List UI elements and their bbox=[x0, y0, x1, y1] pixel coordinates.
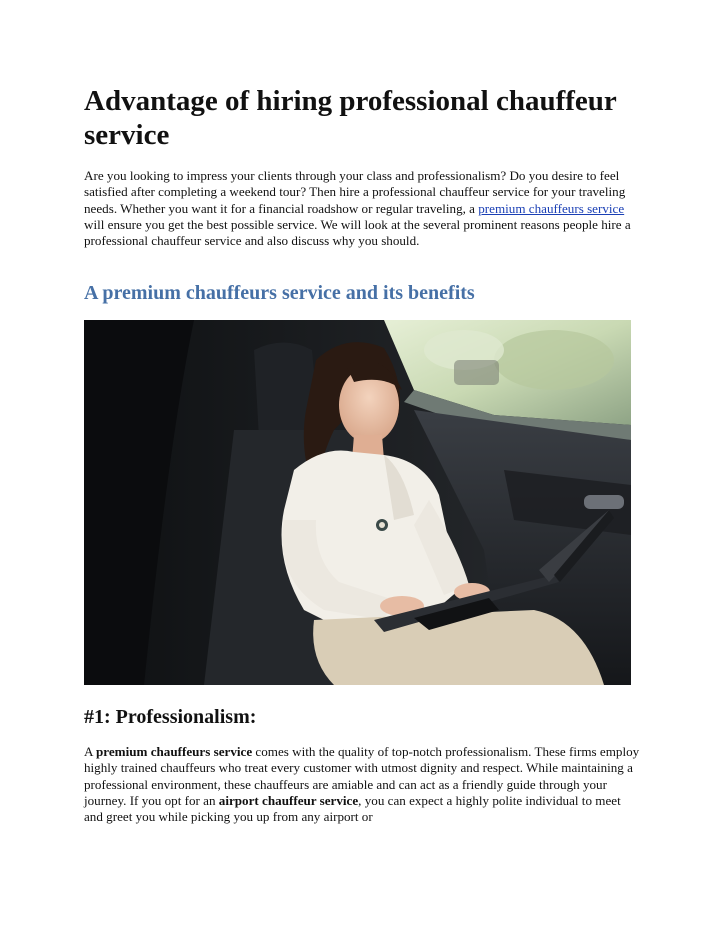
premium-chauffeurs-link[interactable]: premium chauffeurs service bbox=[478, 200, 625, 216]
body-text-3: , you can expect a highly polite individual to meet and greet you while picking you up from any airport or bbox=[84, 792, 621, 825]
section-heading: A premium chauffeurs service and its benefits bbox=[84, 282, 475, 304]
bold-airport-chauffeur-service: airport chauffeur service bbox=[218, 792, 359, 808]
bold-premium-chauffeurs-service: premium chauffeurs service bbox=[96, 744, 253, 759]
intro-text-start: Are you looking to impress your clients through your class and professionalism? Do you desire to feel satisfied after completing a weekend tour? Then hire a professional chauffeur service for your traveling needs. Whether you want it for a financial roadshow or regular traveling, a bbox=[84, 168, 626, 216]
intro-paragraph bbox=[84, 168, 640, 249]
woman-laptop-car-photo bbox=[84, 320, 631, 685]
professionalism-paragraph bbox=[84, 744, 640, 825]
page-title: Advantage of hiring professional chauffeur service bbox=[84, 85, 617, 151]
body-text-1: A bbox=[84, 744, 97, 759]
intro-text-end: will ensure you get the best possible service. We will look at the several prominent reasons people hire a professional chauffeur service and also discuss why you should. bbox=[84, 216, 631, 249]
professionalism-heading: #1: Professionalism: bbox=[84, 706, 257, 728]
body-text-2: comes with the quality of top-notch professionalism. These firms employ highly trained chauffeurs who treat every customer with utmost dignity and respect. While maintaining a professional environment, these chauffeurs are amiable and can act as a friendly guide through your journey. If you opt for an bbox=[84, 744, 640, 808]
